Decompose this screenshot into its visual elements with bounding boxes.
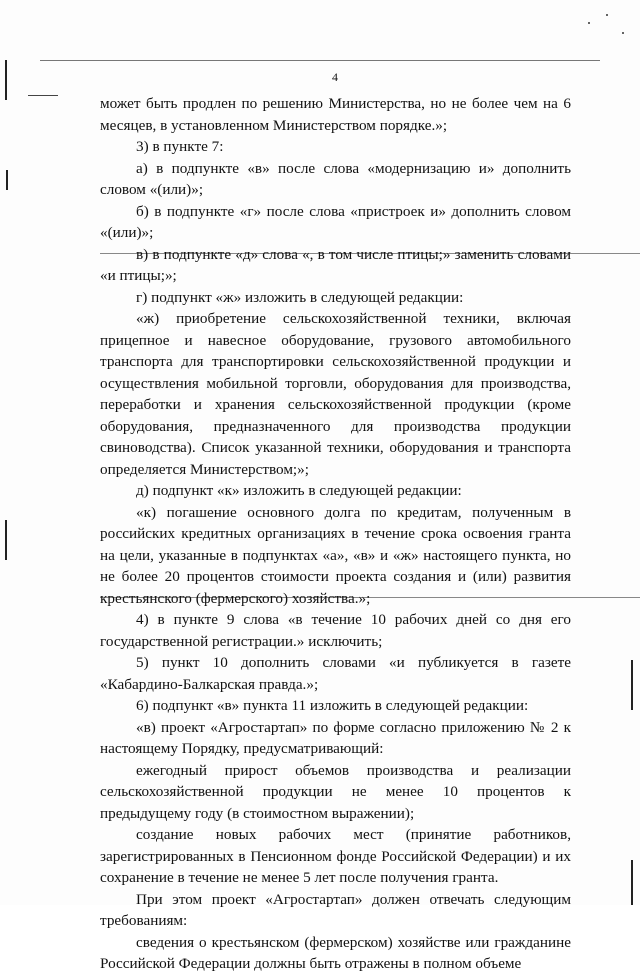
paragraph: При этом проект «Агростартап» должен отвечать следующим требованиям: (100, 890, 571, 929)
paragraph: г) подпункт «ж» изложить в следующей редакции: (136, 288, 464, 306)
scan-dust (588, 22, 590, 24)
paragraph: д) подпункт «к» изложить в следующей редакции: (136, 482, 462, 499)
paragraph: а) в подпункте «в» после слова «модернизацию и» дополнить словом «(или)»; (100, 159, 571, 198)
scan-right-edge-mark (631, 860, 633, 905)
paragraph: 4) в пункте 9 слова «в течение 10 рабочих дней со дня его государственной регистрации.» исключить; (100, 611, 571, 650)
scan-dust (622, 32, 624, 34)
paragraph: создание новых рабочих мест (принятие работников, зарегистрированных в Пенсионном фонде Российской Федерации) и их сохранение в течение не менее 5 лет после получения гранта. (100, 826, 571, 886)
document-body (100, 93, 571, 975)
paragraph: 6) подпункт «в» пункта 11 изложить в следующей редакции: (136, 697, 529, 714)
scan-dust (606, 14, 608, 16)
scan-top-line (40, 60, 600, 61)
scan-left-edge-mark (6, 170, 8, 190)
scan-right-edge-mark (631, 660, 633, 710)
paragraph: «ж) приобретение сельскохозяйственной техники, включая прицепное и навесное оборудование, грузового автомобильного транспорта для транспортировки сельскохозяйственной продукции и осуществления мобильной торговли, оборудования для производства, переработки и хранения сельскохозяйственной продукции (кроме оборудования, предназначенного для производства продукции свиноводства). Список указанной техники, оборудования и транспорта определяется Министерством;»; (100, 310, 571, 478)
paragraph: в) в подпункте «д» слова «, в том числе птицы;» заменить словами «и птицы;»; (100, 245, 571, 284)
paragraph: может быть продлен по решению Министерства, но не более чем на 6 месяцев, в установленном Министерством порядке.»; (100, 95, 571, 134)
page-number: 4 (332, 70, 338, 84)
paragraph: сведения о крестьянском (фермерском) хозяйстве или гражданине Российской Федерации должны быть отражены в полном объеме (100, 933, 571, 972)
paragraph: 3) в пункте 7: (136, 138, 224, 155)
paragraph: «к) погашение основного долга по кредитам, полученным в российских кредитных организациях в течение срока освоения гранта на цели, указанные в подпунктах «а», «в» и «ж» настоящего пункта, но не более 20 процентов стоимости проекта создания и (или) развития крестьянского (фермерского) хозяйства.»; (100, 503, 571, 607)
scan-stray-line (28, 95, 58, 96)
paragraph: ежегодный прирост объемов производства и реализации сельскохозяйственной продукции не менее 10 процентов к предыдущему году (в стоимостном выражении); (100, 761, 571, 822)
paragraph: 5) пункт 10 дополнить словами «и публикуется в газете «Кабардино-Балкарская правда.»; (100, 654, 571, 693)
paragraph: «в) проект «Агростартап» по форме согласно приложению № 2 к настоящему Порядку, предусматривающий: (100, 718, 571, 757)
paragraph: б) в подпункте «г» после слова «пристроек и» дополнить словом «(или)»; (100, 202, 571, 241)
scan-left-edge-mark (5, 520, 7, 560)
